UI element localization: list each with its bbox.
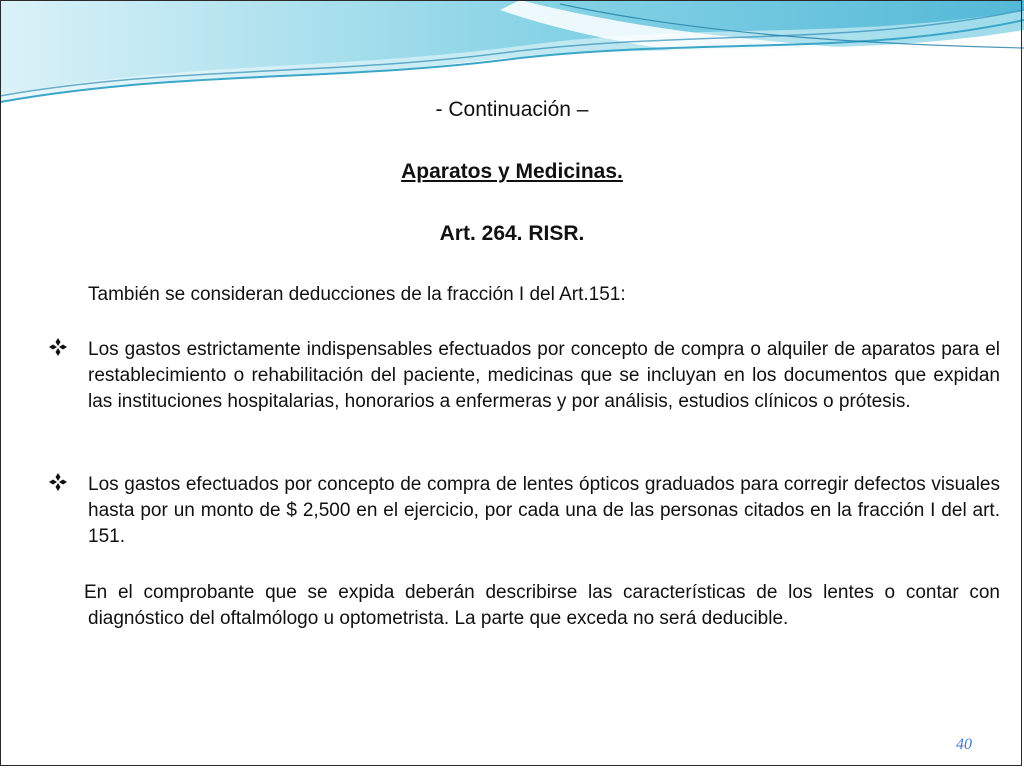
bullet-item-1 — [48, 337, 1000, 415]
bullet-text-2: Los gastos efectuados por concepto de compra de lentes ópticos graduados para corregir defectos visuales hasta por un monto de $ 2,500 en el ejercicio, por cada una de las personas citados en la fracción I del art. 151. — [88, 474, 1000, 547]
four-diamond-bullet-icon — [48, 472, 68, 492]
closing-paragraph: En el comprobante que se expida deberán describirse las características de los lentes o contar con diagnóstico del oftalmólogo u optometrista. La parte que exceda no será deducible. — [84, 582, 1000, 629]
bullet-item-2 — [48, 472, 1000, 550]
slide-subtitle: - Continuación – — [435, 98, 589, 121]
page-number: 40 — [956, 736, 972, 753]
section-title-text: Aparatos y Medicinas. — [401, 160, 623, 183]
four-diamond-bullet-icon — [48, 337, 68, 357]
article-reference: Art. 264. RISR. — [439, 222, 585, 245]
bullet-text-1: Los gastos estrictamente indispensables efectuados por concepto de compra o alquiler de aparatos para el restablecimiento o rehabilitación del paciente, medicinas que se incluyan en los documentos que expidan las instituciones hospitalarias, honorarios a enfermeras y por análisis, estudios clínicos o prótesis. — [88, 339, 1000, 412]
intro-paragraph: También se consideran deducciones de la fracción I del Art.151: — [88, 284, 626, 305]
section-title — [0, 160, 1024, 184]
